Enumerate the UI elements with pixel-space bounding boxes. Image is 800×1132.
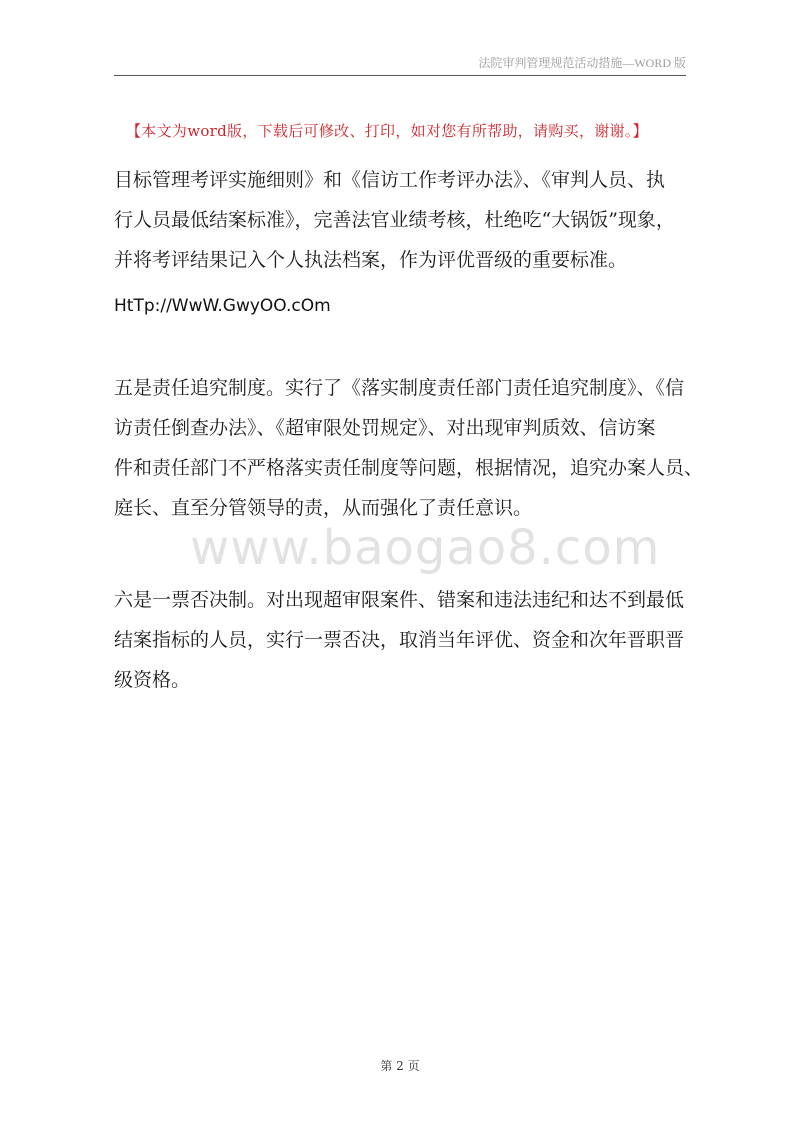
- paragraph-3: [114, 580, 686, 700]
- paragraph-line: 结案指标的人员，实行一票否决，取消当年评优、资金和次年晋职晋: [114, 629, 685, 651]
- header-title: 法院审判管理规范活动措施—WORD 版: [478, 56, 686, 70]
- page-number: 第 2 页: [380, 1059, 420, 1073]
- paragraph-2: [114, 368, 704, 528]
- paragraph-1: [114, 160, 686, 280]
- paragraph-line: 六是一票否决制。对出现超审限案件、错案和违法违纪和达不到最低: [114, 589, 685, 611]
- paragraph-line: 件和责任部门不严格落实责任制度等问题，根据情况，追究办案人员、: [114, 457, 704, 479]
- paragraph-line: 目标管理考评实施细则》和《信访工作考评办法》、《审判人员、执: [114, 169, 666, 191]
- paragraph-line: 五是责任追究制度。实行了《落实制度责任部门责任追究制度》、《信: [114, 377, 685, 399]
- paragraph-line: 级资格。: [114, 669, 191, 691]
- paragraph-line: 行人员最低结案标准》，完善法官业绩考核，杜绝吃“大锅饭”现象，: [114, 209, 675, 231]
- paragraph-line: 庭长、直至分管领导的责，从而强化了责任意识。: [114, 497, 533, 519]
- download-notice: 【本文为word版，下载后可修改、打印，如对您有所帮助，请购买，谢谢。】: [126, 122, 648, 140]
- watermark: www.baogao8.com: [190, 520, 661, 576]
- header-divider: [114, 75, 686, 76]
- url-link[interactable]: HtTp://WwW.GwyOO.cOm: [114, 296, 331, 316]
- paragraph-line: 访责任倒查办法》、《超审限处罚规定》、对出现审判质效、信访案: [114, 417, 656, 439]
- paragraph-line: 并将考评结果记入个人执法档案，作为评优晋级的重要标准。: [114, 249, 628, 271]
